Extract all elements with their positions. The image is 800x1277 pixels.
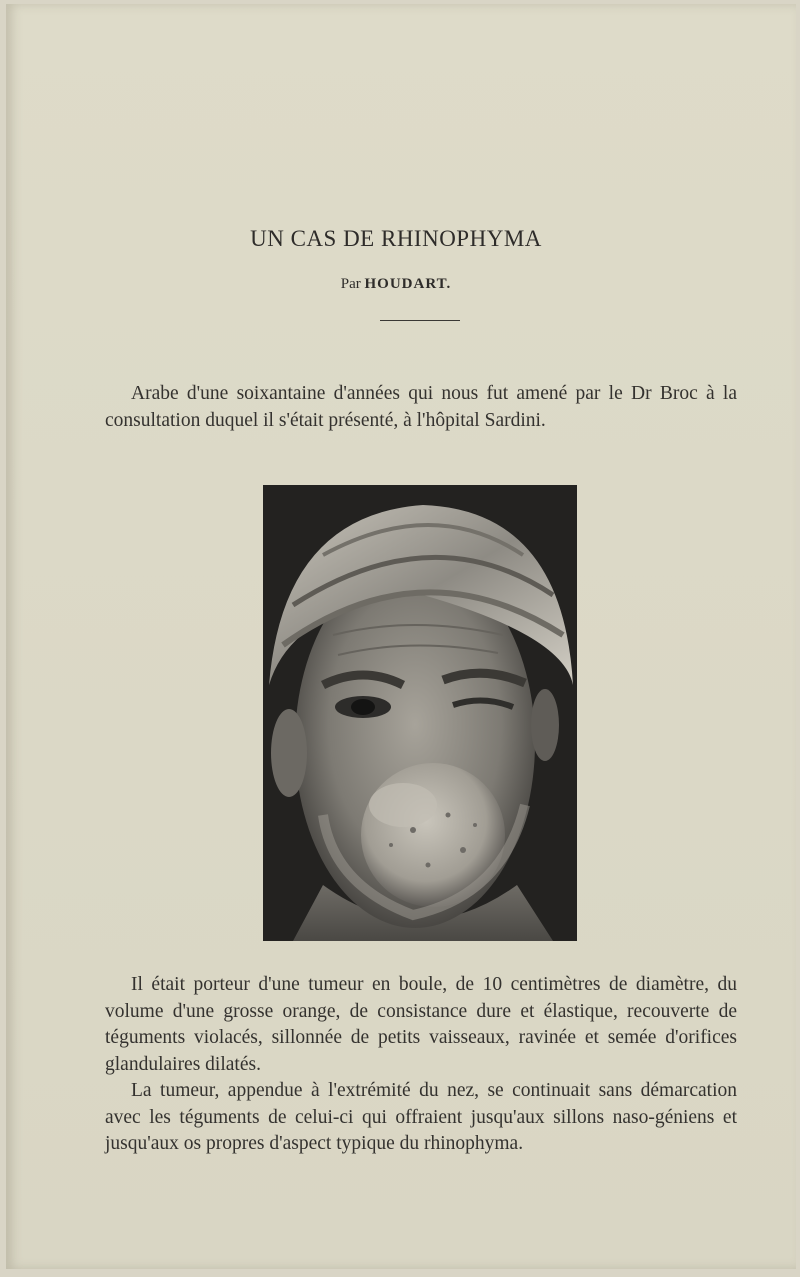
paragraph-continuation: La tumeur, appendue à l'extrémité du nez, se continuait sans démarcation avec les téguments de celui-ci qui offraient jusqu'aux sillons naso-géniens et jusqu'aux os propres d'aspect typique du rhinophyma. <box>105 1080 737 1154</box>
paragraph-intro: Arabe d'une soixantaine d'années qui nous fut amené par le Dr Broc à la consultation duquel il s'était présenté, à l'hôpital Sardini. <box>105 383 737 431</box>
article-byline <box>6 276 796 293</box>
printed-page <box>6 4 796 1269</box>
photo-portrait-icon <box>263 485 577 941</box>
article-author: HOUDART. <box>364 276 452 292</box>
patient-photo <box>263 485 577 941</box>
title-divider <box>380 320 460 321</box>
article-title: UN CAS DE RHINOPHYMA <box>250 226 542 251</box>
byline-prefix: Par <box>340 276 361 292</box>
paragraph-description: Il était porteur d'une tumeur en boule, de 10 centimètres de diamètre, du volume d'une grosse orange, de consistance dure et élastique, recouverte de téguments violacés, sillonnée de petits vaisseaux, ravinée et semée d'orifices glandulaires dilatés. <box>105 974 737 1075</box>
